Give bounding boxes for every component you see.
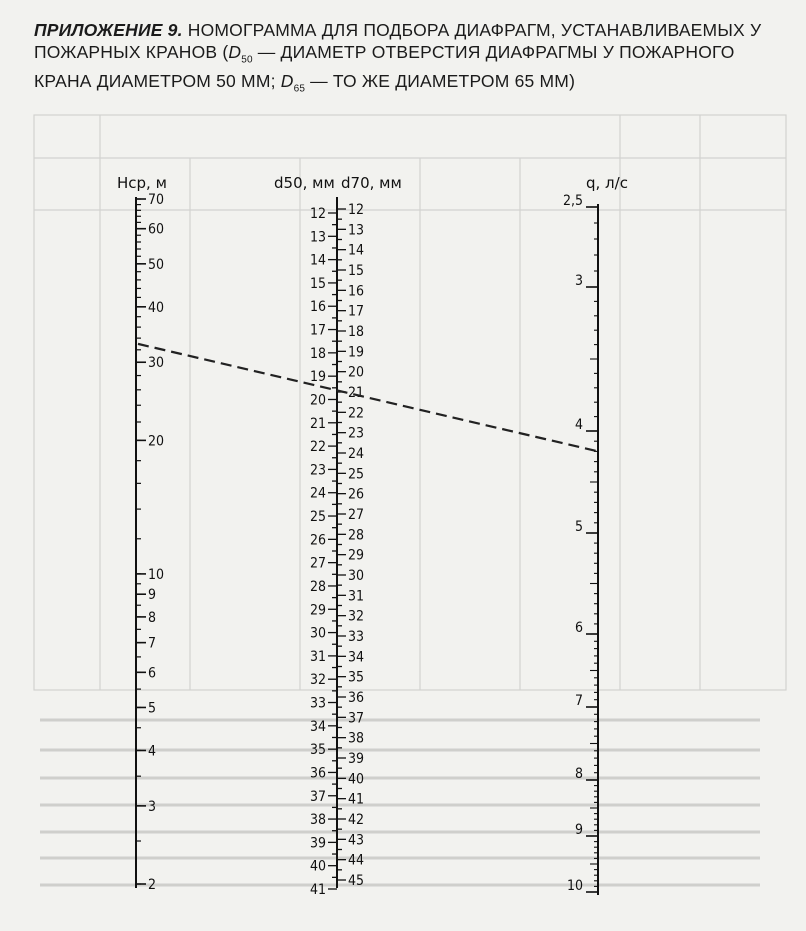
d50-tick-label: 34	[309, 718, 326, 735]
d70-tick-label: 44	[348, 852, 365, 869]
h-tick-label: 3	[148, 798, 157, 815]
d70-tick-label: 25	[348, 466, 365, 483]
q-tick-label: 3	[574, 273, 583, 289]
d50-tick-label: 37	[309, 788, 326, 805]
d70-tick-label: 22	[348, 405, 365, 422]
d70-tick-label: 12	[348, 202, 365, 218]
d50-tick-label: 23	[309, 462, 326, 479]
q-tick-label: 8	[574, 766, 583, 782]
d50-tick-label: 17	[309, 322, 326, 339]
d50-tick-label: 24	[309, 485, 326, 502]
q-tick-label: 6	[574, 620, 583, 636]
d70-tick-label: 34	[348, 649, 365, 666]
d50-scale-ticks	[310, 206, 337, 898]
example-dashed-line	[138, 344, 598, 452]
d50-tick-label: 13	[309, 229, 326, 246]
h-tick-label: 6	[148, 665, 157, 682]
q-scale-label: q, л/с	[586, 174, 628, 192]
d70-tick-label: 19	[348, 344, 365, 361]
d70-tick-label: 33	[348, 629, 365, 645]
d50-tick-label: 27	[309, 555, 326, 572]
caption-part2: — ДИАМЕТР ОТВЕРСТИЯ ДИАФРАГМЫ У ПОЖАРНОГО КРАНА ДИАМЕТРОМ 50 ММ;	[34, 41, 735, 91]
d50-tick-label: 36	[309, 765, 326, 782]
q-tick-label: 9	[574, 822, 583, 838]
d70-tick-label: 43	[348, 832, 365, 849]
h-tick-label: 40	[148, 299, 165, 316]
d70-tick-label: 41	[348, 791, 365, 808]
d50-tick-label: 32	[309, 672, 326, 689]
d50-tick-label: 40	[309, 858, 326, 875]
caption-part3: — ТО ЖЕ ДИАМЕТРОМ 65 ММ)	[305, 70, 576, 91]
q-tick-label: 5	[574, 519, 583, 535]
d70-tick-label: 36	[348, 690, 365, 706]
d50-tick-label: 39	[309, 835, 326, 852]
h-tick-label: 50	[148, 256, 165, 273]
d70-tick-label: 20	[348, 364, 365, 381]
q-scale-ticks	[563, 193, 598, 894]
d50-tick-label: 22	[309, 439, 326, 456]
d50-tick-label: 25	[309, 509, 326, 526]
d50-tick-label: 21	[309, 415, 326, 432]
d70-tick-label: 28	[348, 527, 365, 544]
d70-tick-label: 39	[348, 751, 365, 767]
d70-tick-label: 15	[348, 263, 365, 279]
caption-lead: ПРИЛОЖЕНИЕ 9.	[34, 20, 183, 40]
d70-tick-label: 24	[348, 446, 365, 462]
d50-tick-label: 35	[309, 742, 326, 759]
d70-tick-label: 38	[348, 730, 365, 747]
d50-tick-label: 16	[309, 299, 326, 316]
h-tick-label: 7	[148, 635, 157, 652]
d70-tick-label: 42	[348, 812, 365, 828]
d70-tick-label: 35	[348, 669, 365, 686]
caption-d65: D	[280, 70, 294, 91]
d50-tick-label: 26	[309, 532, 326, 549]
d50-tick-label: 12	[309, 206, 326, 222]
d70-tick-label: 37	[348, 710, 365, 727]
d50-tick-label: 38	[309, 812, 326, 829]
d50-tick-label: 30	[309, 625, 326, 642]
q-tick-label: 7	[574, 693, 583, 709]
q-tick-label: 2,5	[562, 193, 583, 209]
h-tick-label: 8	[148, 609, 157, 626]
h-tick-label: 20	[148, 433, 165, 450]
caption-d50: D	[228, 41, 242, 62]
d70-tick-label: 13	[348, 222, 365, 239]
d50-tick-label: 18	[309, 345, 326, 362]
d50-tick-label: 29	[309, 602, 326, 619]
d70-scale-ticks	[337, 202, 364, 889]
h-tick-label: 4	[148, 743, 157, 760]
d70-tick-label: 32	[348, 608, 365, 625]
d70-tick-label: 23	[348, 425, 365, 442]
h-tick-label: 70	[148, 192, 165, 208]
d70-tick-label: 16	[348, 283, 365, 300]
h-tick-label: 60	[148, 221, 165, 238]
h-scale-label: Hср, м	[117, 174, 167, 192]
d70-tick-label: 29	[348, 547, 365, 564]
d70-tick-label: 21	[348, 385, 365, 401]
d70-tick-label: 40	[348, 771, 365, 788]
caption-d65-sub: 65	[293, 83, 306, 94]
d50-tick-label: 28	[309, 578, 326, 595]
caption-part1: НОМОГРАММА ДЛЯ ПОДБОРА ДИАФРАГМ, УСТАНАВЛИВАЕМЫХ У ПОЖАРНЫХ КРАНОВ (	[34, 20, 762, 62]
h-scale-ticks	[136, 192, 164, 893]
d50-scale-label: d50, мм	[274, 174, 335, 192]
d50-tick-label: 33	[309, 695, 326, 712]
d50-tick-label: 20	[309, 392, 326, 409]
h-tick-label: 5	[148, 700, 157, 717]
d70-tick-label: 26	[348, 486, 365, 503]
d70-tick-label: 14	[348, 242, 365, 259]
d50-tick-label: 31	[309, 648, 326, 665]
h-tick-label: 2	[148, 877, 157, 893]
caption-d50-sub: 50	[241, 54, 253, 65]
d50-tick-label: 15	[309, 275, 326, 292]
d70-tick-label: 45	[348, 873, 365, 889]
h-tick-label: 9	[148, 587, 157, 604]
d70-tick-label: 17	[348, 303, 365, 320]
h-tick-label: 10	[148, 566, 165, 583]
d50-tick-label: 14	[309, 252, 326, 269]
q-tick-label: 10	[566, 878, 583, 894]
d70-tick-label: 30	[348, 568, 365, 584]
d70-tick-label: 27	[348, 507, 365, 523]
d70-tick-label: 18	[348, 324, 365, 340]
d70-scale-label: d70, мм	[341, 174, 402, 192]
d50-tick-label: 19	[309, 369, 326, 386]
q-tick-label: 4	[574, 417, 583, 433]
d50-tick-label: 41	[309, 882, 326, 898]
h-tick-label: 30	[148, 355, 165, 372]
d70-tick-label: 31	[348, 588, 365, 605]
